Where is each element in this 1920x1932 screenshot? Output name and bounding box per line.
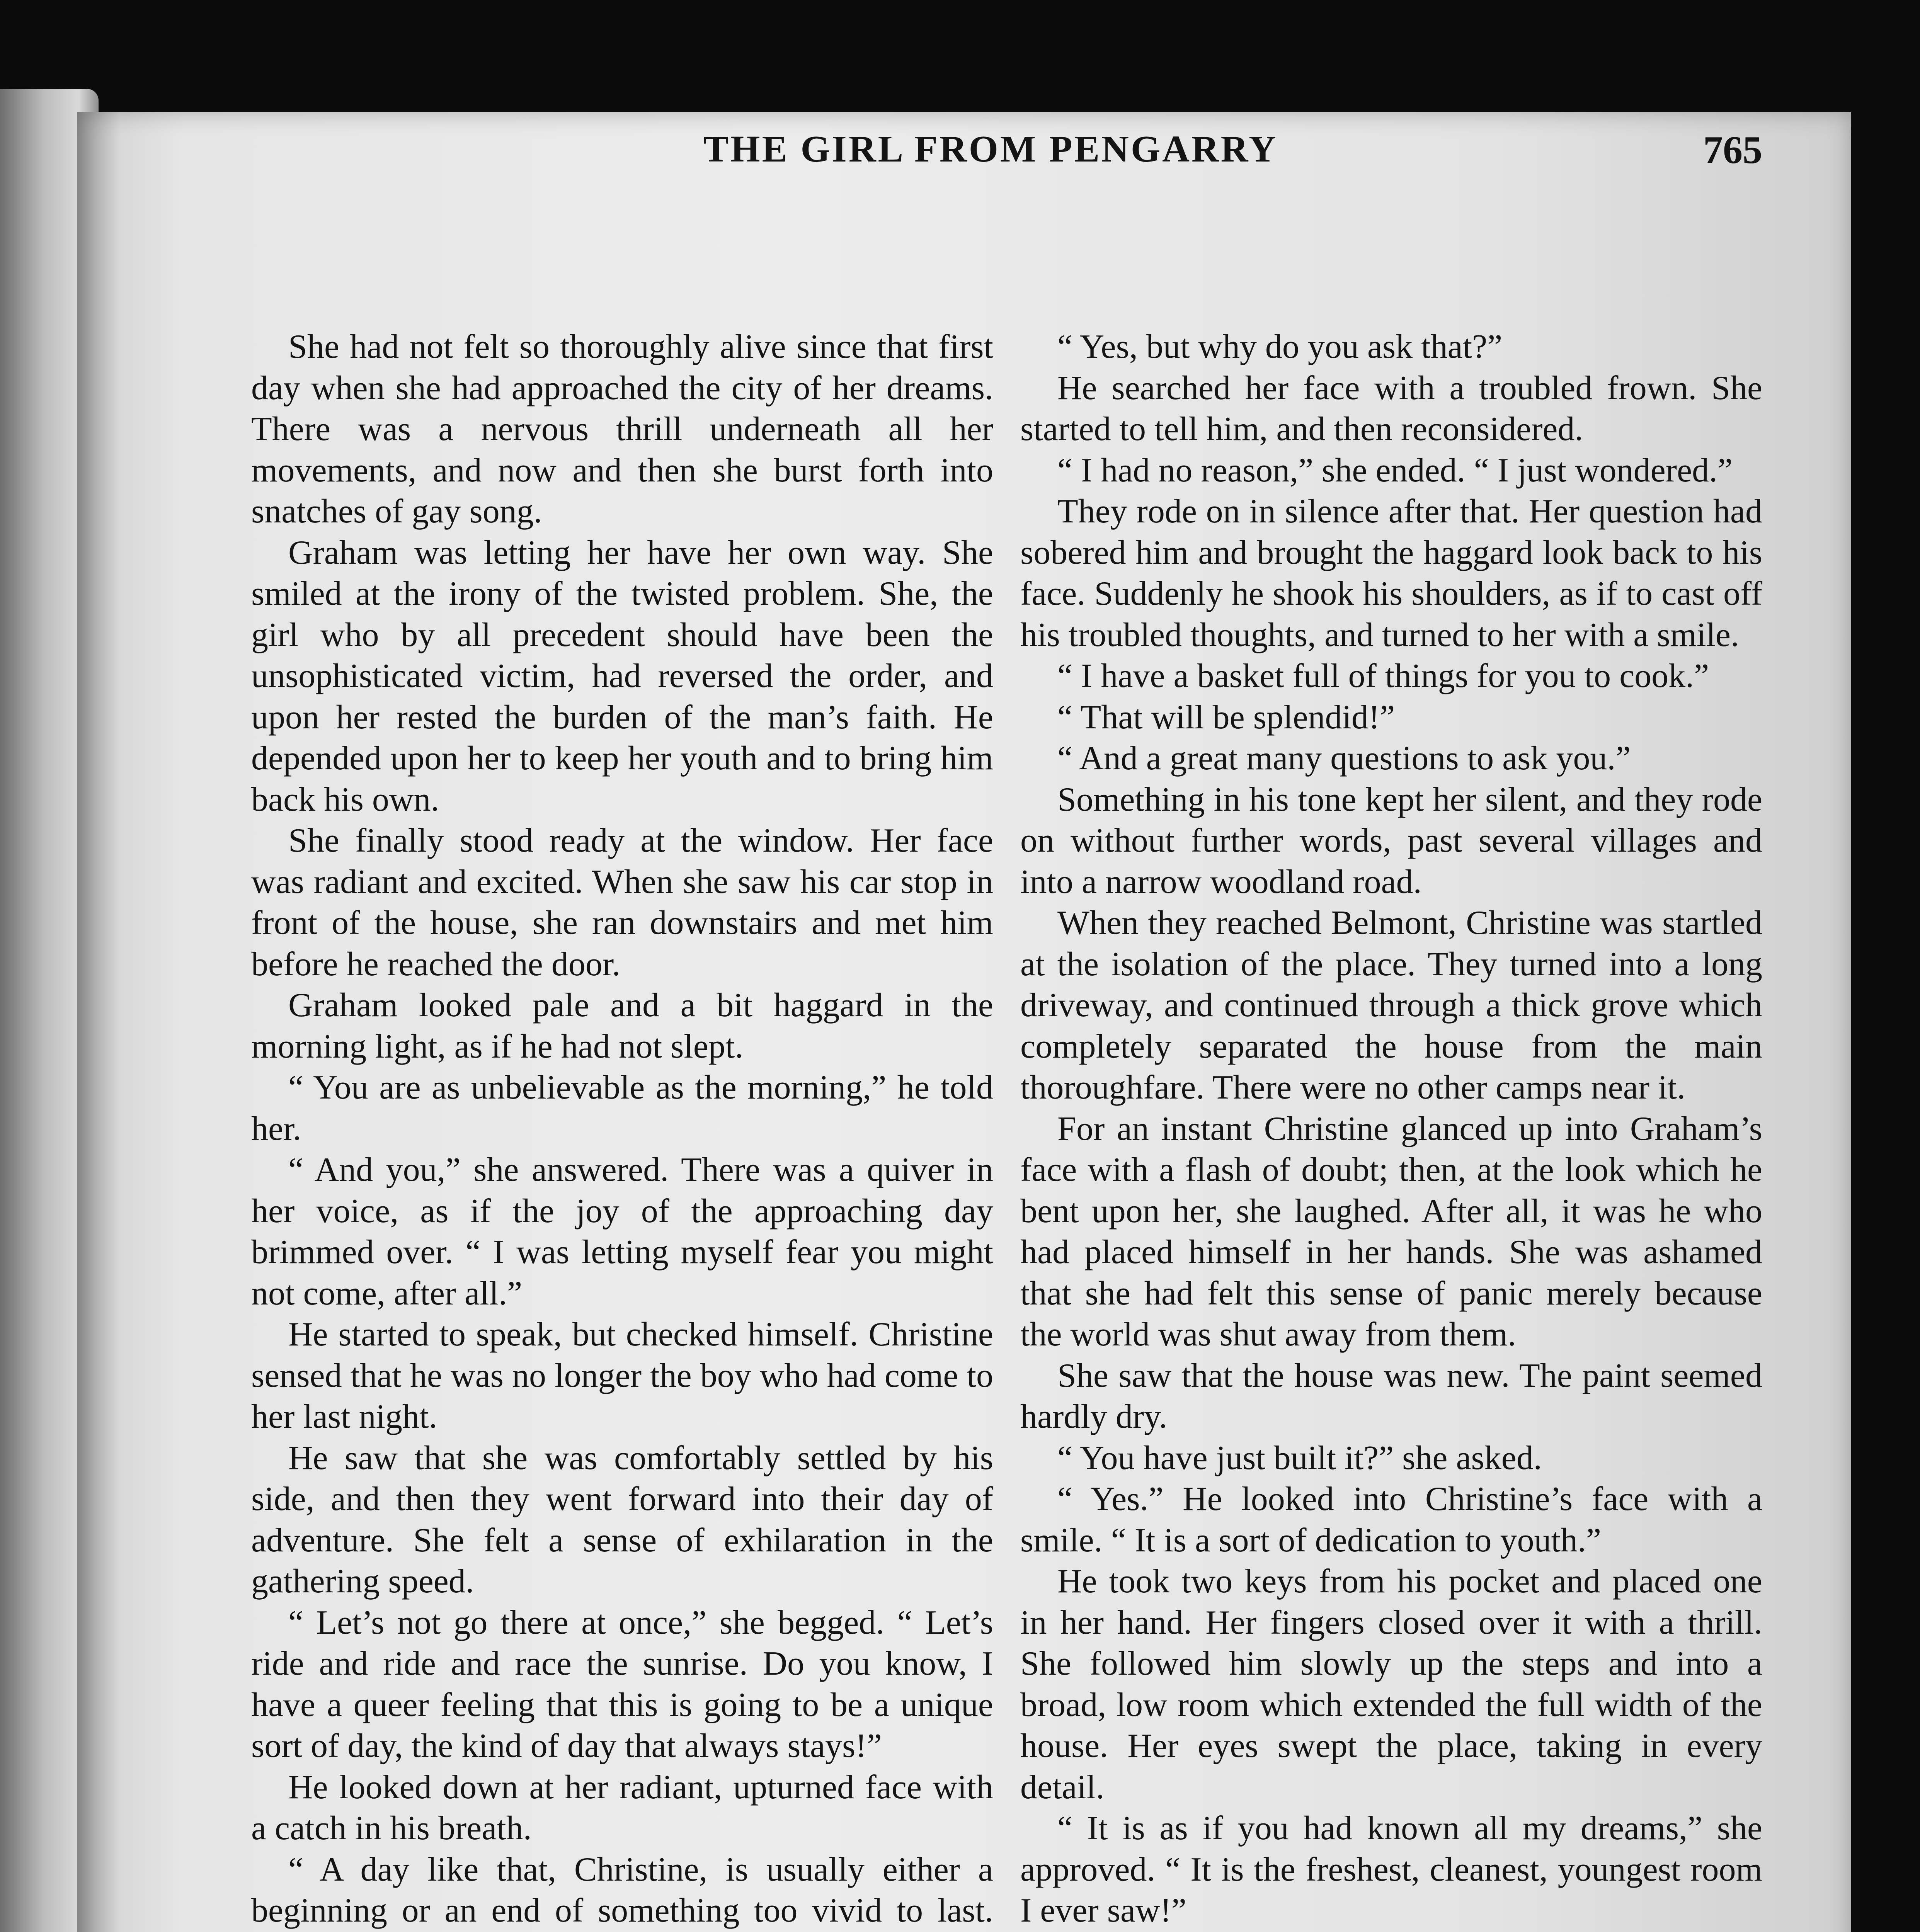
paragraph: He looked down at her radiant, upturned face with a catch in his breath.: [251, 1768, 993, 1847]
paragraph: “ It is as if you had known all my dreams,” she approved. “ It is the freshest, cleanest, youngest room I ever saw!”: [1020, 1810, 1762, 1929]
paragraph: “ That will be splendid!”: [1057, 698, 1395, 736]
paragraph: Something in his tone kept her silent, and they rode on without further words, past several villages and into a narrow woodland road.: [1020, 781, 1762, 901]
paragraph: She had not felt so thoroughly alive since that first day when she had approached the city of her dreams. There was a nervous thrill underneath all her movements, and now and then she burst forth into snatches of gay song.: [251, 328, 993, 530]
paragraph: “ Yes.” He looked into Christine’s face with a smile. “ It is a sort of dedication to youth.”: [1020, 1480, 1762, 1559]
paragraph: “ A day like that, Christine, is usually either a beginning or an end of something too vivid to last.: [251, 1850, 993, 1929]
text-column-left: [251, 327, 993, 1932]
page-header: [170, 128, 1762, 185]
paragraph: Graham was letting her have her own way. She smiled at the irony of the twisted problem. She, the girl who by all precedent should have been the unsophisticated victim, had reversed the order, and upon her rested the burden of the man’s faith. He depended upon her to keep her youth and to bring him back his own.: [251, 534, 993, 818]
paragraph: “ You have just built it?” she asked.: [1057, 1439, 1542, 1477]
paragraph: “ And you,” she answered. There was a quiver in her voice, as if the joy of the approaching day brimmed over. “ I was letting myself fear you might not come, after all.”: [251, 1151, 993, 1312]
paragraph: Graham looked pale and a bit haggard in the morning light, as if he had not slept.: [251, 986, 993, 1065]
paragraph: She finally stood ready at the window. Her face was radiant and excited. When she saw his car stop in front of the house, she ran downstairs and met him before he reached the door.: [251, 822, 993, 983]
paragraph: When they reached Belmont, Christine was startled at the isolation of the place. They turned into a long driveway, and continued through a thick grove which completely separated the house from the main thoroughfare. There were no other camps near it.: [1020, 904, 1762, 1106]
paragraph: He searched her face with a troubled frown. She started to tell him, and then reconsidered.: [1020, 369, 1762, 448]
spine-shadow: [77, 112, 120, 1932]
paragraph: “ Let’s not go there at once,” she begged. “ Let’s ride and ride and race the sunrise. Do you know, I have a queer feeling that this is going to be a unique sort of day, the kind of day that always stays!”: [251, 1604, 993, 1765]
paragraph: “ Yes, but why do you ask that?”: [1057, 328, 1503, 366]
paragraph: They rode on in silence after that. Her question had sobered him and brought the haggard look back to his face. Suddenly he shook his shoulders, as if to cast off his troubled thoughts, and turned to her with a smile.: [1020, 493, 1762, 654]
running-title: THE GIRL FROM PENGARRY: [703, 128, 1278, 170]
paragraph: “ I had no reason,” she ended. “ I just wondered.”: [1057, 451, 1733, 489]
paragraph: For an instant Christine glanced up into Graham’s face with a flash of doubt; then, at the look which he bent upon her, she laughed. After all, it was he who had placed himself in her hands. She was ashamed that she had felt this sense of panic merely because the world was shut away from them.: [1020, 1110, 1762, 1353]
paragraph: She saw that the house was new. The paint seemed hardly dry.: [1020, 1357, 1762, 1435]
paragraph: He took two keys from his pocket and placed one in her hand. Her fingers closed over it with a thrill. She followed him slowly up the steps and into a broad, low room which extended the full width of the house. Her eyes swept the place, taking in every detail.: [1020, 1563, 1762, 1806]
paragraph: He saw that she was comfortably settled by his side, and then they went forward into their day of adventure. She felt a sense of exhilaration in the gathering speed.: [251, 1439, 993, 1600]
paragraph: “ You are as unbelievable as the morning,” he told her.: [251, 1069, 993, 1148]
text-column-right: [1020, 327, 1762, 1932]
paragraph: He started to speak, but checked himself. Christine sensed that he was no longer the boy who had come to her last night.: [251, 1316, 993, 1435]
page-number: 765: [1703, 128, 1762, 172]
paragraph: “ I have a basket full of things for you to cook.”: [1057, 657, 1709, 695]
paragraph: “ And a great many questions to ask you.”: [1057, 740, 1631, 777]
